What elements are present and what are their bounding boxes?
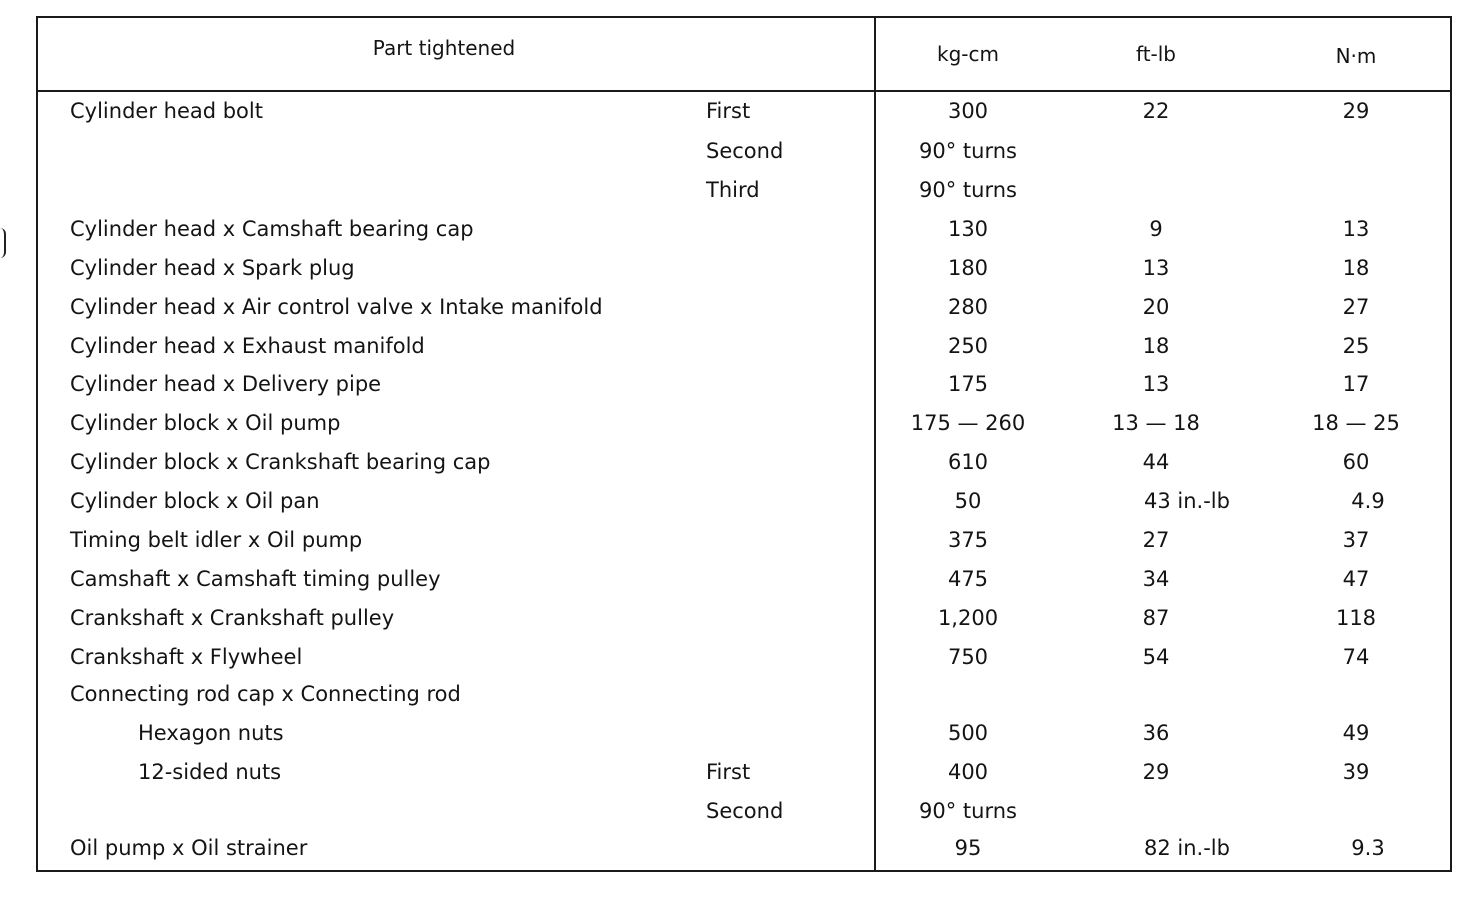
n-m-cell: 27 <box>1342 295 1370 319</box>
table-row <box>38 288 1450 326</box>
part-cell: Cylinder block x Crankshaft bearing cap <box>70 450 491 474</box>
n-m-cell: 29 <box>1342 99 1370 123</box>
kg-cm-cell: 750 <box>947 645 989 669</box>
n-m-cell: 4.9 <box>1351 489 1385 513</box>
stage-cell: Second <box>706 799 784 823</box>
part-cell: Cylinder head bolt <box>70 99 263 123</box>
kg-cm-cell: 250 <box>947 334 989 358</box>
kg-cm-cell: 375 <box>947 528 989 552</box>
ft-lb-cell: 13 — 18 <box>1112 411 1200 435</box>
table-row <box>38 210 1450 248</box>
table-row <box>38 792 1450 830</box>
stage-cell: Third <box>706 178 760 202</box>
kg-cm-cell: 300 <box>947 99 989 123</box>
ft-lb-cell: 43 in.-lb <box>1144 489 1230 513</box>
n-m-cell: 18 <box>1342 256 1370 280</box>
table-row <box>38 829 1450 867</box>
header-ft-lb: ft-lb <box>1136 42 1176 66</box>
kg-cm-cell: 95 <box>954 836 982 860</box>
n-m-cell: 49 <box>1342 721 1370 745</box>
kg-cm-cell: 130 <box>947 217 989 241</box>
ft-lb-cell: 22 <box>1142 99 1170 123</box>
table-row <box>38 327 1450 365</box>
table-row <box>38 482 1450 520</box>
kg-cm-cell: 610 <box>947 450 989 474</box>
table-row <box>38 365 1450 403</box>
table-row <box>38 560 1450 598</box>
ft-lb-cell: 27 <box>1142 528 1170 552</box>
kg-cm-cell: 175 <box>947 372 989 396</box>
n-m-cell: 39 <box>1342 760 1370 784</box>
part-cell: Connecting rod cap x Connecting rod <box>70 682 461 706</box>
part-cell: Camshaft x Camshaft timing pulley <box>70 567 441 591</box>
part-cell: Cylinder head x Exhaust manifold <box>70 334 425 358</box>
table-row <box>38 599 1450 637</box>
n-m-cell: 60 <box>1342 450 1370 474</box>
kg-cm-cell: 500 <box>947 721 989 745</box>
table-row <box>38 92 1450 130</box>
header-kg-cm: kg-cm <box>937 42 999 66</box>
part-cell: 12-sided nuts <box>138 760 282 784</box>
part-cell: Cylinder head x Air control valve x Intake manifold <box>70 295 603 319</box>
n-m-cell: 9.3 <box>1351 836 1385 860</box>
n-m-cell: 25 <box>1342 334 1370 358</box>
part-cell: Cylinder block x Oil pump <box>70 411 341 435</box>
table-row <box>38 521 1450 559</box>
stage-cell: Second <box>706 139 784 163</box>
stage-cell: First <box>706 99 751 123</box>
n-m-cell: 47 <box>1342 567 1370 591</box>
ft-lb-cell: 54 <box>1142 645 1170 669</box>
kg-cm-cell: 90° turns <box>919 799 1017 823</box>
table-row <box>38 753 1450 791</box>
page-edge-mark <box>0 228 6 258</box>
kg-cm-cell: 90° turns <box>919 139 1017 163</box>
part-cell: Cylinder head x Camshaft bearing cap <box>70 217 474 241</box>
table-row <box>38 132 1450 170</box>
part-cell: Hexagon nuts <box>138 721 284 745</box>
kg-cm-cell: 90° turns <box>919 178 1017 202</box>
n-m-cell: 118 <box>1335 606 1377 630</box>
ft-lb-cell: 18 <box>1142 334 1170 358</box>
part-cell: Cylinder head x Delivery pipe <box>70 372 382 396</box>
header-part-tightened: Part tightened <box>372 36 516 60</box>
table-row <box>38 443 1450 481</box>
ft-lb-cell: 82 in.-lb <box>1144 836 1230 860</box>
table-row <box>38 675 1450 713</box>
ft-lb-cell: 44 <box>1142 450 1170 474</box>
ft-lb-cell: 34 <box>1142 567 1170 591</box>
kg-cm-cell: 280 <box>947 295 989 319</box>
part-cell: Oil pump x Oil strainer <box>70 836 308 860</box>
part-cell: Timing belt idler x Oil pump <box>70 528 363 552</box>
kg-cm-cell: 50 <box>954 489 982 513</box>
table-row <box>38 638 1450 676</box>
n-m-cell: 17 <box>1342 372 1370 396</box>
kg-cm-cell: 400 <box>947 760 989 784</box>
table-row <box>38 404 1450 442</box>
table-row <box>38 714 1450 752</box>
part-cell: Cylinder block x Oil pan <box>70 489 320 513</box>
part-cell: Crankshaft x Crankshaft pulley <box>70 606 395 630</box>
stage-cell: First <box>706 760 751 784</box>
n-m-cell: 37 <box>1342 528 1370 552</box>
table-row <box>38 249 1450 287</box>
ft-lb-cell: 29 <box>1142 760 1170 784</box>
kg-cm-cell: 1,200 <box>937 606 999 630</box>
ft-lb-cell: 20 <box>1142 295 1170 319</box>
ft-lb-cell: 13 <box>1142 372 1170 396</box>
part-cell: Cylinder head x Spark plug <box>70 256 355 280</box>
n-m-cell: 18 — 25 <box>1312 411 1400 435</box>
n-m-cell: 13 <box>1342 217 1370 241</box>
part-cell: Crankshaft x Flywheel <box>70 645 303 669</box>
n-m-cell: 74 <box>1342 645 1370 669</box>
header-n-m: N·m <box>1335 44 1377 68</box>
torque-spec-table <box>36 16 1452 872</box>
ft-lb-cell: 36 <box>1142 721 1170 745</box>
ft-lb-cell: 87 <box>1142 606 1170 630</box>
kg-cm-cell: 180 <box>947 256 989 280</box>
kg-cm-cell: 175 — 260 <box>910 411 1026 435</box>
ft-lb-cell: 13 <box>1142 256 1170 280</box>
ft-lb-cell: 9 <box>1149 217 1163 241</box>
table-row <box>38 171 1450 209</box>
kg-cm-cell: 475 <box>947 567 989 591</box>
